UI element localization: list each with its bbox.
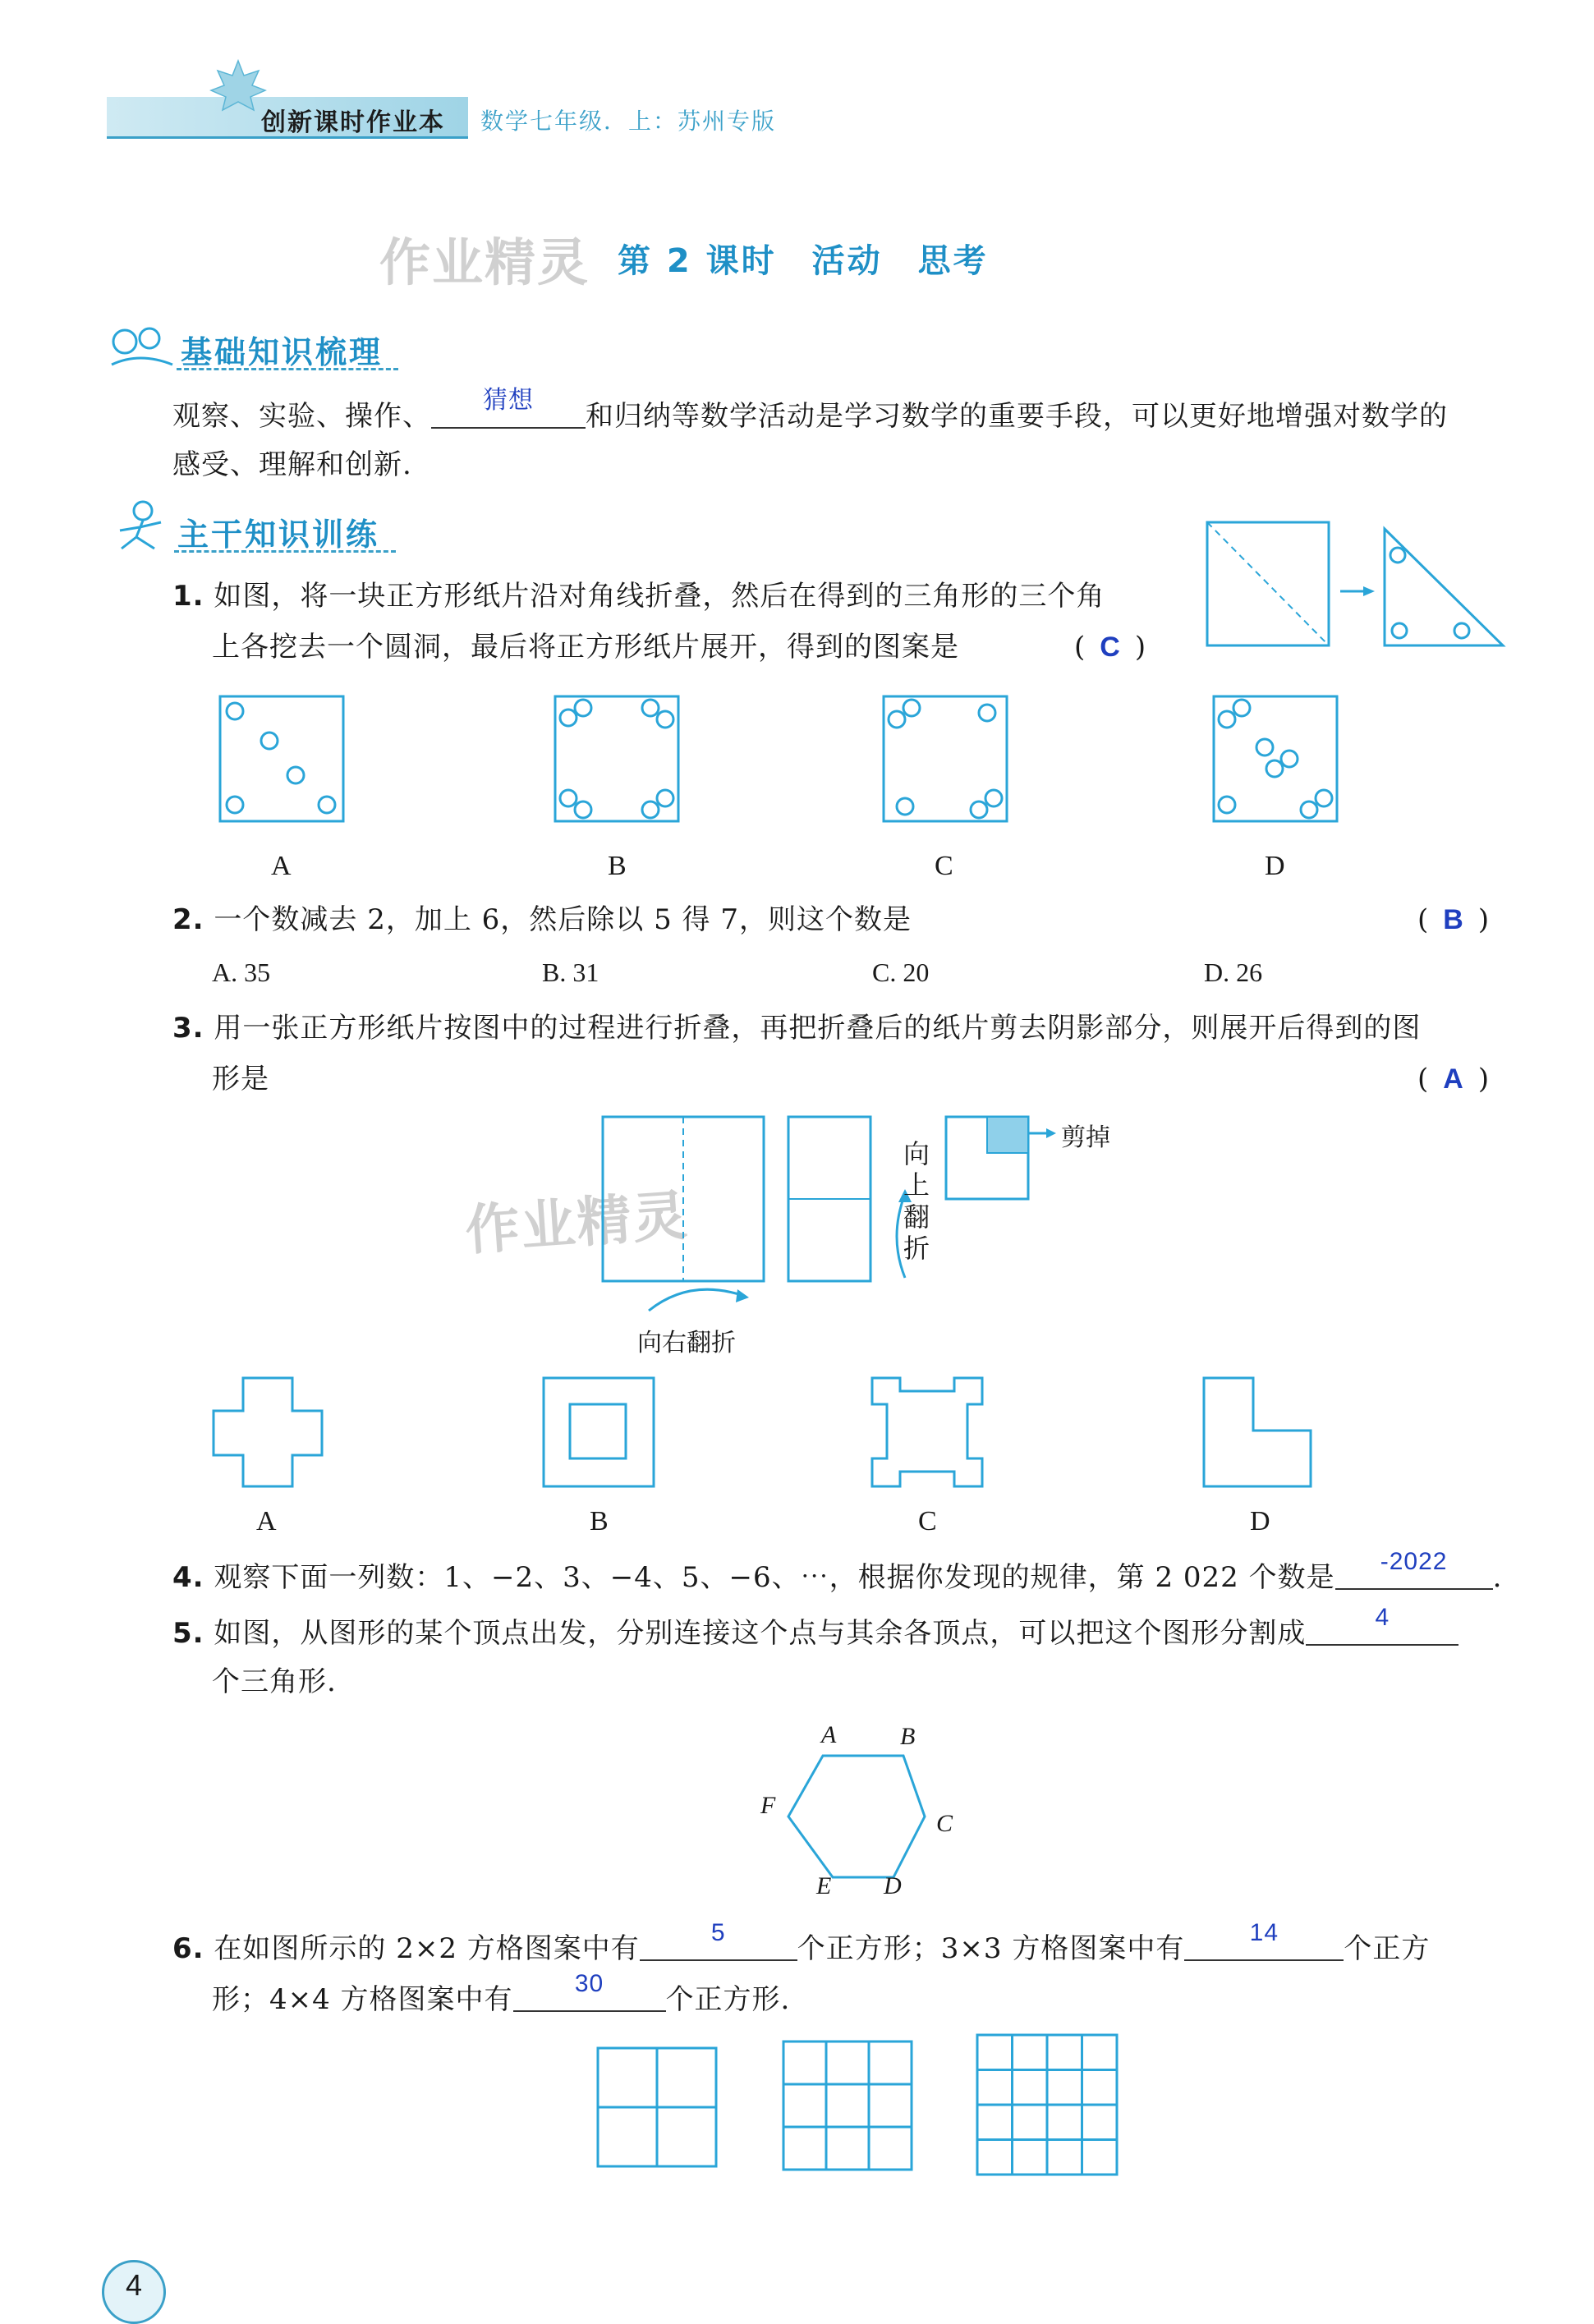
q1-option-b-figure [554,695,680,824]
q6-grid-4x4 [976,2033,1119,2176]
q1-option-a-figure [218,695,345,824]
q3-up-fold-label: 向上翻折 [903,1138,930,1265]
q1-option-d-figure [1212,695,1339,824]
q3-line2: 形是 [212,1063,269,1095]
q3-option-b-label[interactable]: B [590,1506,609,1536]
q1-fold-diagram [1199,521,1511,660]
q6-answer-2: 14 [1249,1919,1279,1946]
q2-answer: B [1443,904,1463,935]
q6-text-post: 个正方 [1344,1932,1431,1965]
q6-line2 [212,1970,791,2017]
q5-answer: 4 [1375,1604,1390,1631]
section-main-heading: 主干知识训练 [177,517,380,553]
basic-fill-line1 [172,387,1448,434]
section-runner-icon [103,498,179,555]
q6-text-pre: 在如图所示的 2×2 方格图案中有 [214,1932,640,1965]
q3-text-1: 用一张正方形纸片按图中的过程进行折叠，再把折叠后的纸片剪去阴影部分，则展开后得到的图 [214,1012,1422,1045]
q6-line1 [172,1919,1431,1966]
q3-option-d-label[interactable]: D [1250,1506,1270,1536]
q5-line2: 个三角形. [212,1665,337,1698]
q4-text: 观察下面一列数：1、−2、3、−4、5、−6、⋯，根据你发现的规律，第 2 022 个数是 [214,1561,1335,1594]
q1-option-d-label[interactable]: D [1265,851,1285,881]
q1-answer: C [1100,632,1120,663]
q1-line2: 上各挖去一个圆洞，最后将正方形纸片展开，得到的图案是 [212,631,959,664]
q3-number: 3. [172,1012,204,1045]
q4-post: . [1492,1561,1503,1594]
q3-answer-paren: ( A ) [1417,1063,1490,1095]
q1-answer-paren: ( C ) [1074,631,1146,664]
q6-answer-1: 5 [710,1919,726,1946]
q6-grid-2x2 [596,2046,719,2170]
q3-line1 [172,1012,1421,1045]
q1-option-a-label[interactable]: A [271,851,292,881]
watermark-middle: 作业精灵 [463,1183,691,1263]
q1-option-c-label[interactable]: C [935,851,953,881]
q1-option-b-label[interactable]: B [608,851,627,881]
q1-option-c-figure [882,695,1008,824]
q4-number: 4. [172,1561,204,1594]
q5-vertex-e: E [816,1872,832,1899]
q6-grid-3x3 [782,2040,913,2171]
lesson-title: 第 2 课时 活动 思考 [618,242,989,280]
q6-text-mid: 个正方形；3×3 方格图案中有 [797,1932,1185,1965]
q3-option-c-figure [870,1376,985,1490]
basic-fill-line2: 感受、理解和创新. [172,448,412,481]
section-basic-heading: 基础知识梳理 [181,334,384,370]
maple-leaf-icon [209,59,267,117]
q4-line [172,1548,1503,1595]
q3-answer: A [1443,1063,1463,1095]
q5-vertex-c: C [936,1810,953,1837]
q6-answer-3: 30 [574,1970,604,1997]
q6-blank-3 [513,1970,666,2012]
basic-fill-pre: 观察、实验、操作、 [172,400,431,433]
book-title: 创新课时作业本 [261,108,445,137]
q5-vertex-f: F [760,1792,776,1819]
q5-number: 5. [172,1617,204,1650]
q5-text-1: 如图，从图形的某个顶点出发，分别连接这个点与其余各顶点，可以把这个图形分割成 [214,1617,1307,1650]
q3-option-a-figure [210,1376,325,1490]
q6-blank-2 [1184,1919,1344,1961]
q6-line2-post: 个正方形. [665,1983,791,2016]
q2-line [172,903,912,937]
q2-option-c[interactable]: C. 20 [872,958,930,987]
q3-option-b-figure [542,1376,657,1490]
book-subtitle: 数学七年级．上：苏州专版 [480,108,777,135]
q3-option-c-label[interactable]: C [918,1506,937,1536]
q5-vertex-b: B [900,1723,916,1750]
basic-fill-answer: 猜想 [483,387,534,414]
basic-fill-post: 和归纳等数学活动是学习数学的重要手段，可以更好地增强对数学的 [586,400,1448,433]
q5-blank [1306,1604,1458,1646]
q2-text: 一个数减去 2，加上 6，然后除以 5 得 7，则这个数是 [214,903,912,936]
watermark-top: 作业精灵 [379,232,590,292]
q5-vertex-d: D [884,1872,902,1899]
q3-option-d-figure [1202,1376,1317,1490]
q1-number: 1. [172,580,204,613]
q2-option-a[interactable]: A. 35 [212,958,271,987]
q6-blank-1 [640,1919,797,1961]
q5-vertex-a: A [821,1721,837,1748]
q6-number: 6. [172,1932,204,1965]
q5-line1 [172,1604,1458,1651]
q4-answer: -2022 [1380,1548,1448,1575]
q3-option-a-label[interactable]: A [256,1506,277,1536]
section-main-underline [174,550,396,553]
q4-blank [1335,1548,1493,1590]
q6-line2-pre: 形；4×4 方格图案中有 [212,1983,513,2016]
q2-answer-paren: ( B ) [1417,903,1490,936]
q3-right-fold-label: 向右翻折 [637,1329,736,1357]
q3-fold-diagram [599,1114,1059,1319]
basic-fill-blank [431,387,586,429]
q1-line1 [172,580,1105,613]
section-mascot-icon [107,322,179,371]
section-basic-underline [177,368,398,370]
q5-hexagon-figure [772,1725,953,1913]
q2-option-d[interactable]: D. 26 [1204,958,1263,987]
q3-cut-label: 剪掉 [1061,1123,1110,1152]
page-number: 4 [125,2268,143,2302]
q1-text-1: 如图，将一块正方形纸片沿对角线折叠，然后在得到的三角形的三个角 [214,580,1105,613]
q2-number: 2. [172,903,204,936]
q2-option-b[interactable]: B. 31 [542,958,599,987]
